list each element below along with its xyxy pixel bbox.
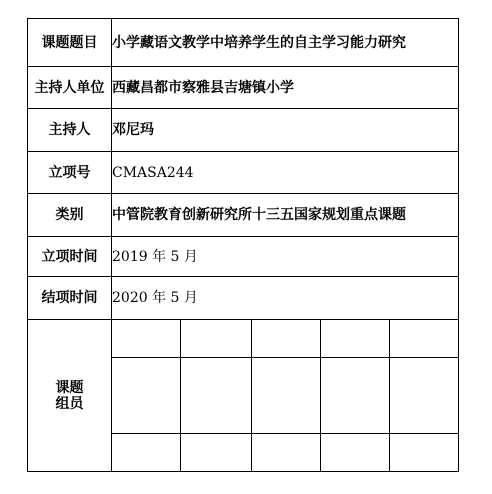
row-members [28,320,459,472]
row-end-date [28,277,459,320]
label-end-date: 结项时间 [28,277,112,320]
member-cell [180,433,251,471]
value-end-date: 2020 年 5 月 [112,277,459,320]
member-cell [251,433,320,471]
members-grid [112,320,459,471]
value-start-date: 2019 年 5 月 [112,237,459,277]
label-start-date: 立项时间 [28,237,112,277]
member-cell [320,358,389,434]
member-cell [251,320,320,358]
row-host [28,109,459,152]
row-start-date [28,237,459,277]
project-info-table [27,18,459,472]
label-host: 主持人 [28,109,112,152]
members-grid-row [112,320,459,358]
value-unit: 西藏昌都市察雅县吉塘镇小学 [112,67,459,109]
member-cell [389,358,459,434]
member-cell [112,320,180,358]
value-title: 小学藏语文教学中培养学生的自主学习能力研究 [112,19,459,67]
label-members-line2: 组员 [55,395,84,412]
member-cell [180,320,251,358]
member-cell [320,320,389,358]
members-grid-cell [112,320,459,472]
value-project-number: CMASA244 [112,152,459,194]
label-members-line1: 课题 [55,379,84,396]
member-cell [180,358,251,434]
row-category [28,194,459,237]
members-grid-row [112,358,459,434]
row-unit [28,67,459,109]
value-category: 中管院教育创新研究所十三五国家规划重点课题 [112,194,459,237]
label-unit: 主持人单位 [28,67,112,109]
members-grid-row [112,433,459,471]
member-cell [389,433,459,471]
member-cell [112,358,180,434]
row-title [28,19,459,67]
value-host: 邓尼玛 [112,109,459,152]
label-project-number: 立项号 [28,152,112,194]
member-cell [112,433,180,471]
row-project-number [28,152,459,194]
member-cell [389,320,459,358]
member-cell [320,433,389,471]
label-members [28,320,112,472]
label-title: 课题题目 [28,19,112,67]
member-cell [251,358,320,434]
label-category: 类别 [28,194,112,237]
